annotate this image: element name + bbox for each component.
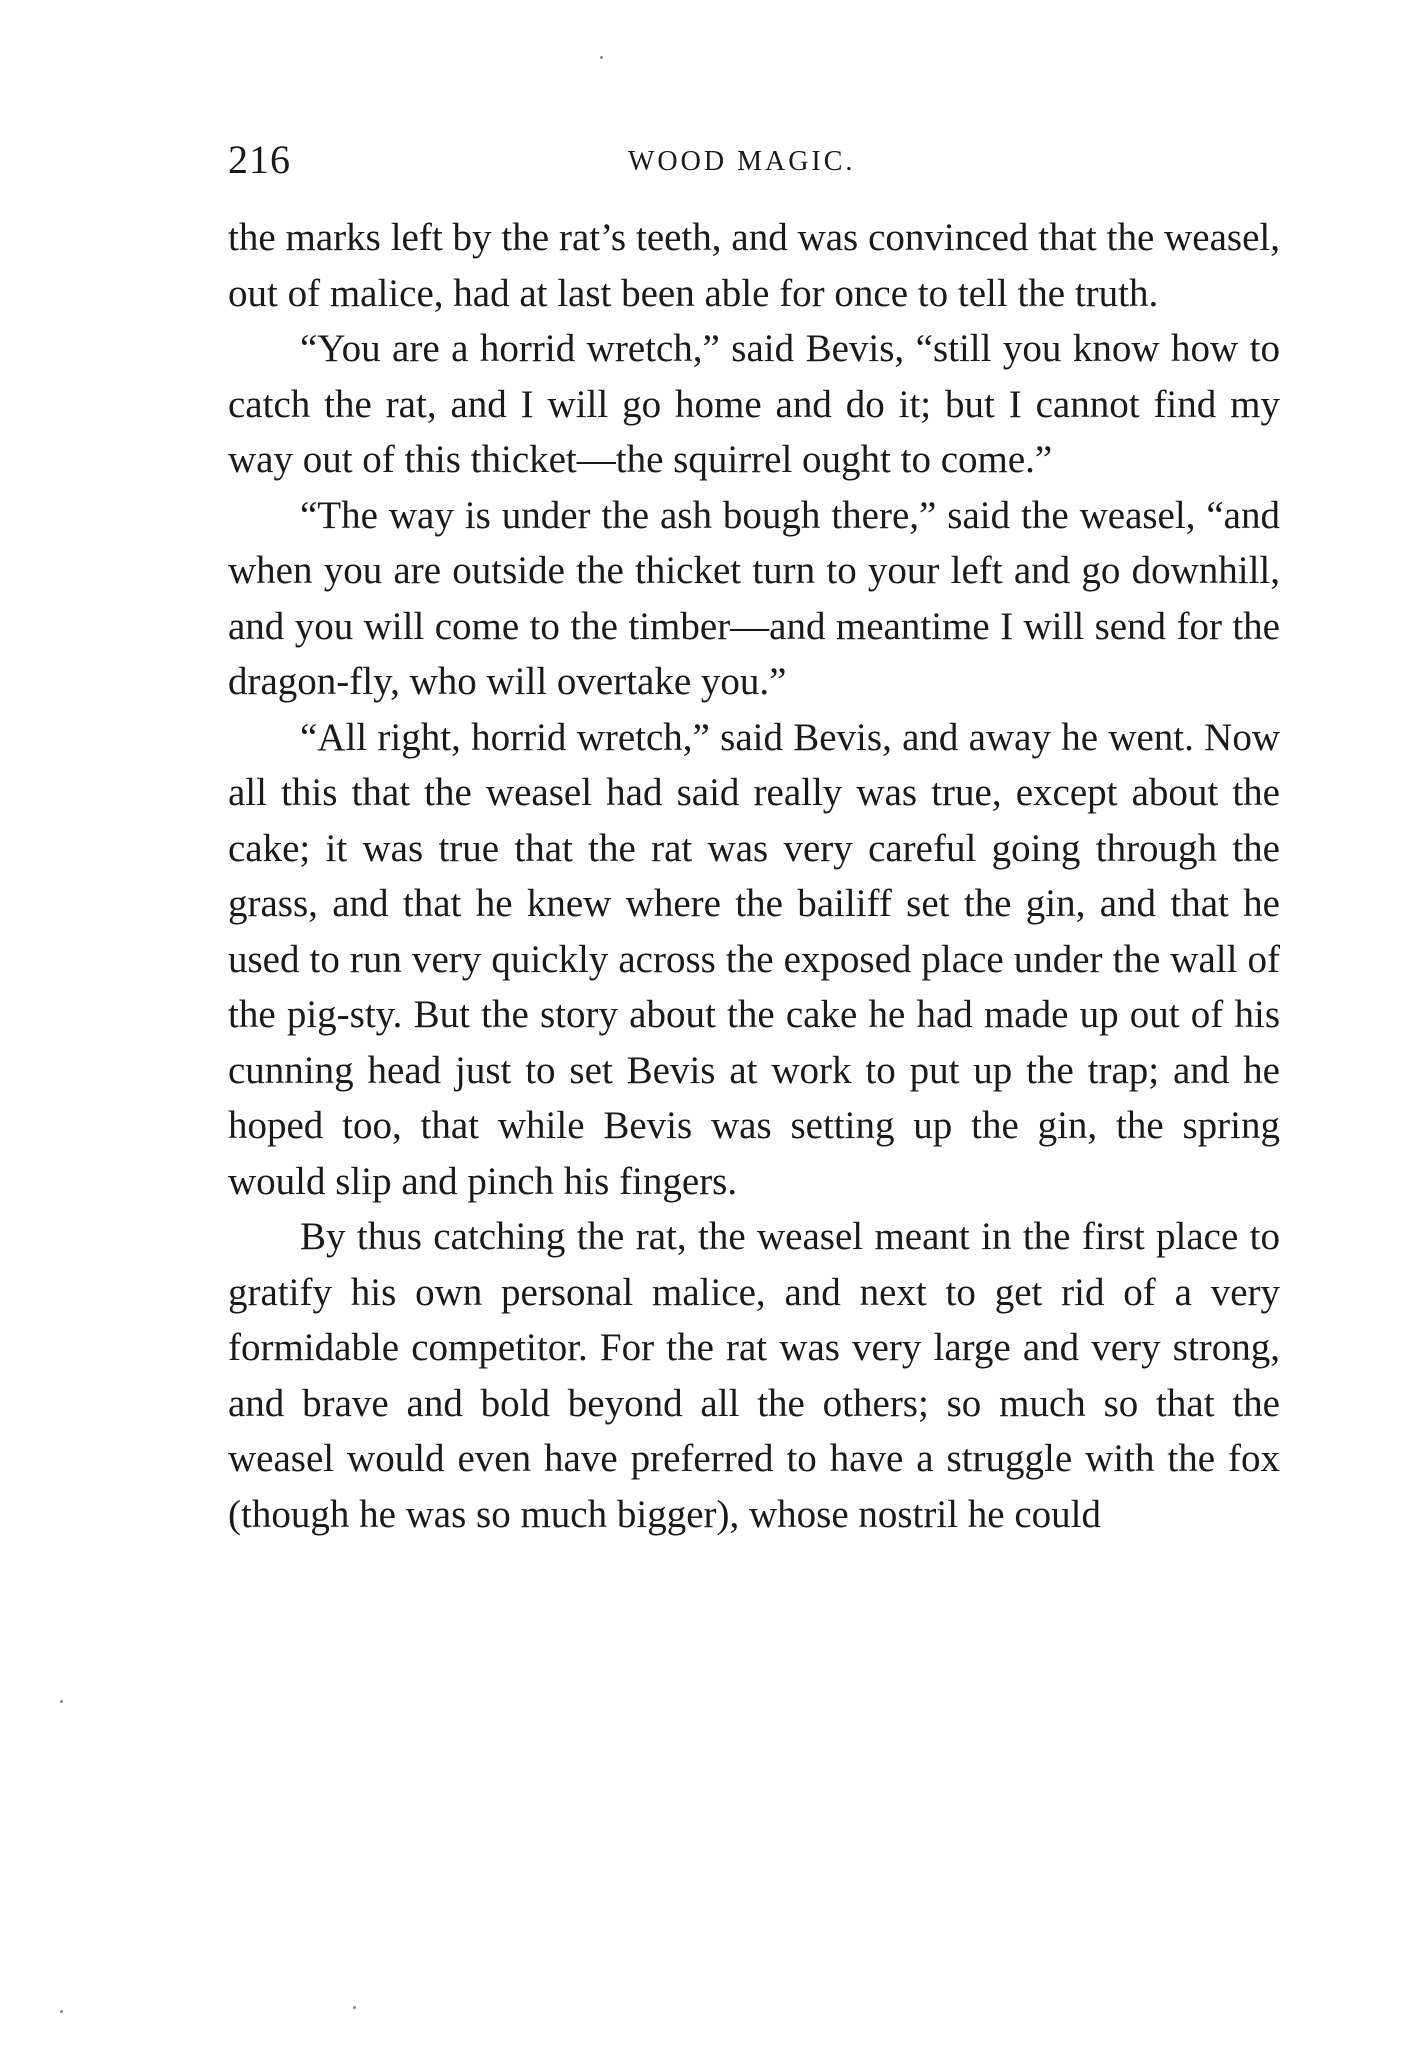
- paragraph-1: the marks left by the rat’s teeth, and was convinced that the weasel, out of malice, had at last been able for once to tell the truth.: [228, 216, 1280, 315]
- paper-speck: [60, 1700, 63, 1703]
- paragraph-5: By thus catching the rat, the weasel meant in the first place to gratify his own personal malice, and next to get rid of a very formidable competitor. For the rat was very large and very strong, and brave and bold beyond all the others; so much so that the weasel would even have preferred to have a struggle with the fox (though he was so much bigger), whose nostril he could: [228, 1215, 1280, 1536]
- running-head: [228, 136, 1280, 186]
- paragraph-3: “The way is under the ash bough there,” said the weasel, “and when you are outside the thicket turn to your left and go downhill, and you will come to the timber—and meantime I will send for the dragon-fly, who will overtake you.”: [228, 493, 1280, 703]
- paragraph-2: “You are a horrid wretch,” said Bevis, “still you know how to catch the rat, and I will go home and do it; but I cannot find my way out of this thicket—the squirrel ought to come.”: [228, 327, 1280, 481]
- paragraph-4: “All right, horrid wretch,” said Bevis, and away he went. Now all this that the weasel had said really was true, except about the cake; it was true that the rat was very careful going through the grass, and that he knew where the bailiff set the gin, and that he used to run very quickly across the exposed place under the wall of the pig-sty. But the story about the cake he had made up out of his cunning head just to set Bevis at work to put up the trap; and he hoped too, that while Bevis was setting up the gin, the spring would slip and pinch his fingers.: [228, 715, 1280, 1203]
- paper-speck: [60, 2010, 63, 2013]
- paper-speck: [353, 2006, 356, 2009]
- page-number: 216: [228, 137, 291, 182]
- running-title: WOOD MAGIC.: [628, 146, 856, 177]
- paper-speck: [600, 56, 603, 59]
- body-text: [228, 210, 1280, 1542]
